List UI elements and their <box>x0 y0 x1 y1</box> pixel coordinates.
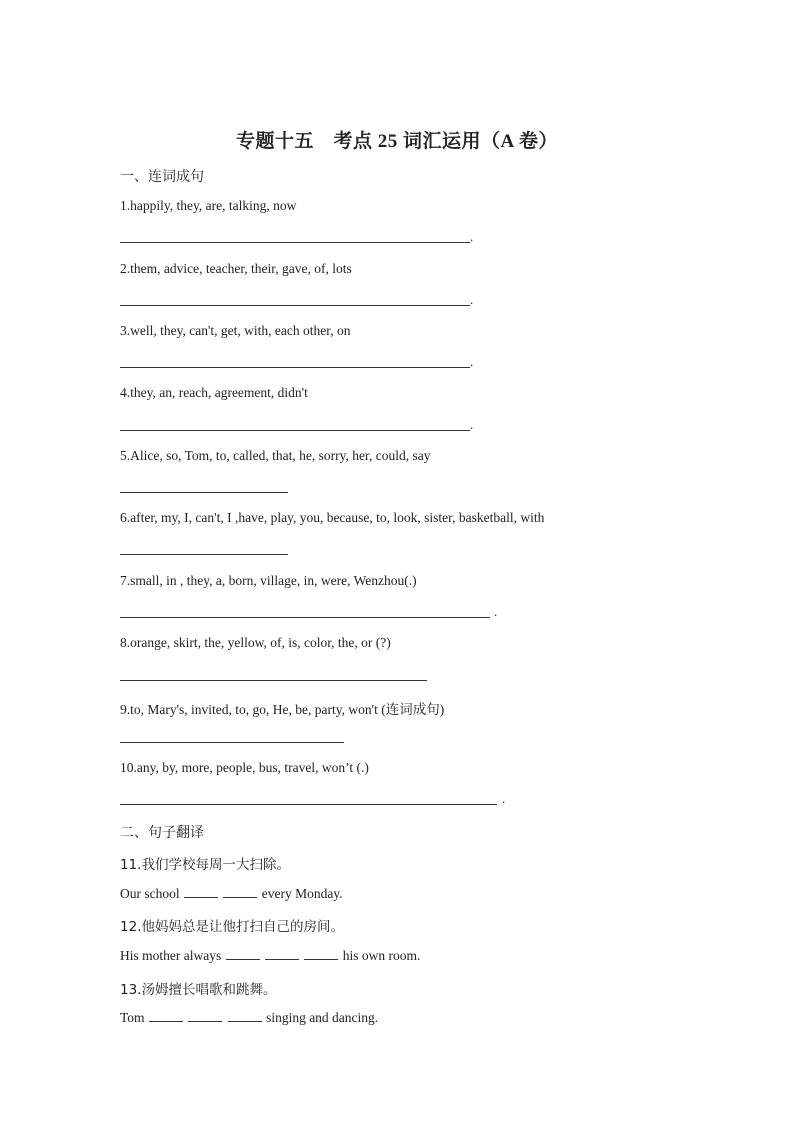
question-12-blank-1[interactable] <box>226 947 260 960</box>
question-2-answer-line[interactable] <box>120 305 470 306</box>
question-8-prompt: 8.orange, skirt, the, yellow, of, is, color, the, or (?) <box>120 635 391 650</box>
question-10-answer-line[interactable] <box>120 804 497 805</box>
question-4-period: . <box>470 417 474 432</box>
question-12-blank-2[interactable] <box>265 947 299 960</box>
question-3-prompt: 3.well, they, can't, get, with, each other, on <box>120 323 351 338</box>
question-5-answer-line[interactable] <box>120 492 288 493</box>
question-1-period: . <box>470 229 474 244</box>
question-13-chinese: 13.汤姆擅长唱歌和跳舞。 <box>120 982 277 998</box>
question-11-english-end: every Monday. <box>261 886 343 901</box>
question-4-answer-line[interactable] <box>120 430 470 431</box>
question-11-chinese: 11.我们学校每周一大扫除。 <box>120 857 290 873</box>
question-7-prompt: 7.small, in , they, a, born, village, in, were, Wenzhou(.) <box>120 573 417 588</box>
question-7-answer-line[interactable] <box>120 617 490 618</box>
question-9-answer-line[interactable] <box>120 742 344 743</box>
question-12-blank-3[interactable] <box>304 947 338 960</box>
question-9-prompt: 9.to, Mary's, invited, to, go, He, be, party, won't (连词成句) <box>120 702 445 717</box>
question-12-english-end: his own room. <box>342 948 421 963</box>
question-3-period: . <box>470 354 474 369</box>
question-12-english-start: His mother always <box>120 948 222 963</box>
question-10-prompt: 10.any, by, more, people, bus, travel, won’t (.) <box>120 760 369 775</box>
question-13-blank-2[interactable] <box>188 1009 222 1022</box>
question-12-chinese: 12.他妈妈总是让他打扫自己的房间。 <box>120 919 344 935</box>
question-1-prompt: 1.happily, they, are, talking, now <box>120 198 297 213</box>
question-11-blank-1[interactable] <box>184 885 218 898</box>
question-7-period: . <box>494 604 498 619</box>
question-8-answer-line[interactable] <box>120 680 427 681</box>
question-1-answer-line[interactable] <box>120 242 470 243</box>
question-11-blank-2[interactable] <box>223 885 257 898</box>
page-title: 专题十五 考点 25 词汇运用（A 卷） <box>236 131 558 152</box>
question-12-english <box>120 947 420 964</box>
question-13-blank-3[interactable] <box>228 1009 262 1022</box>
section-heading-word-order: 一、连词成句 <box>120 169 204 185</box>
question-3-answer-line[interactable] <box>120 367 470 368</box>
question-5-prompt: 5.Alice, so, Tom, to, called, that, he, sorry, her, could, say <box>120 448 431 463</box>
question-6-answer-line[interactable] <box>120 554 288 555</box>
question-10-period: . <box>502 791 506 806</box>
question-13-blank-1[interactable] <box>149 1009 183 1022</box>
question-2-prompt: 2.them, advice, teacher, their, gave, of, lots <box>120 261 352 276</box>
question-11-english <box>120 885 343 902</box>
question-4-prompt: 4.they, an, reach, agreement, didn't <box>120 385 308 400</box>
question-2-period: . <box>470 292 474 307</box>
section-heading-translation: 二、句子翻译 <box>120 825 204 841</box>
question-13-english <box>120 1009 378 1026</box>
question-13-english-start: Tom <box>120 1010 145 1025</box>
question-11-english-start: Our school <box>120 886 180 901</box>
question-6-prompt: 6.after, my, I, can't, I ,have, play, you, because, to, look, sister, basketball, with <box>120 510 545 525</box>
question-13-english-end: singing and dancing. <box>266 1010 379 1025</box>
